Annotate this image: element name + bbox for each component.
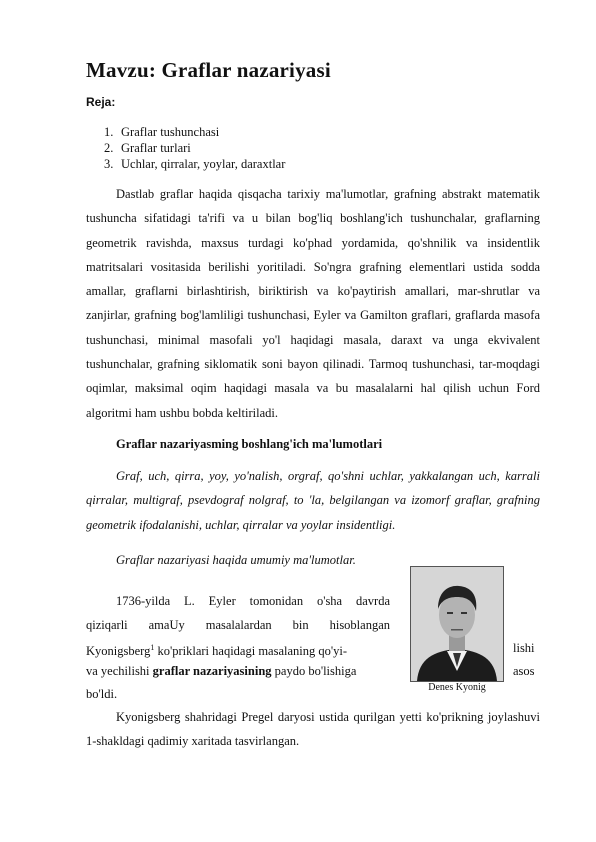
- portrait-photo: [410, 566, 504, 682]
- history-line-end: lishi: [513, 641, 535, 655]
- section-heading: Graflar nazariyasming boshlang'ich ma'lumotlari: [116, 437, 383, 451]
- history-text: Kyonigsberg: [86, 644, 151, 659]
- plan-item: [104, 140, 285, 156]
- history-line-end: asos: [513, 664, 535, 678]
- plan-item-text: Graflar tushunchasi: [121, 125, 220, 139]
- footnote-marker: 1: [150, 643, 155, 652]
- closing-paragraph: Kyonigsberg shahridagi Pregel daryosi ustida qurilgan yetti ko'prikning joylashuvi 1-shakldagi qadimiy xaritada tasvirlangan.: [86, 710, 540, 749]
- page-title: Mavzu: Graflar nazariyasi: [86, 58, 331, 82]
- plan-item-number: 2.: [104, 141, 114, 155]
- plan-item-text: Graflar turlari: [121, 141, 191, 155]
- keywords-paragraph: Graf, uch, qirra, yoy, yo'nalish, orgraf, qo'shni uchlar, yakkalangan uch, karrali qirralar, multigraf, psevdograf nolgraf, to 'la, belgilangan va izomorf graflar, grafning geometrik ifodalanishi, uchlar, qirralar va yoylar insidentligi.: [86, 469, 540, 532]
- plan-item-text: Uchlar, qirralar, yoylar, daraxtlar: [121, 157, 286, 171]
- photo-caption: Denes Kyonig: [428, 682, 486, 693]
- history-text: ko'priklari haqidagi masalaning qo'yi-: [154, 644, 348, 659]
- plan-item-number: 3.: [104, 157, 114, 171]
- history-line: bo'ldi.: [86, 687, 118, 701]
- plan-list: [104, 124, 285, 172]
- intro-paragraph: Dastlab graflar haqida qisqacha tarixiy ma'lumotlar, grafning abstrakt matematik tushuncha sifatidagi ta'rifi va u bilan bog'liq boshlang'ich tushunchalar, graflarning geometrik ravishda, maxsus turdagi ko'phad yordamida, qo'shnilik va insidentlik matritsalari vositasida berilishi yoritiladi. So'ngra grafning elementlari ustida sodda amallar, graflarni birlashtirish, biriktirish va ko'paytirish amallari, mar-shrutlar va zanjirlar, grafning bog'lamliligi tushunchasi, Eyler va Gamilton graflari, graflarda masofa tushunchasi, minimal masofali yo'l haqidagi masala, daraxt va unga ekvivalent tushunchalar, grafning siklomatik soni bayon qilinadi. Tarmoq tushunchasi, tar-moqdagi oqimlar, maksimal oqim haqidagi masala va bu masalalarni hal qilish uchun Ford algoritmi ham ushbu bobda keltiriladi.: [86, 187, 540, 420]
- plan-item-number: 1.: [104, 125, 114, 139]
- portrait-illustration: [411, 567, 503, 681]
- history-line: 1736-yilda L. Eyler tomonidan o'sha davrda: [116, 594, 390, 608]
- plan-item: [104, 124, 285, 140]
- history-line: qiziqarli amaUy masalalardan bin hisoblangan: [86, 618, 390, 632]
- history-line: [86, 640, 347, 659]
- subheading: Graflar nazariyasi haqida umumiy ma'lumotlar.: [116, 553, 356, 567]
- plan-item: [104, 156, 285, 172]
- history-line: [86, 663, 356, 679]
- plan-label: Reja:: [86, 95, 116, 109]
- history-text: va yechilishi: [86, 664, 153, 678]
- history-text: paydo bo'lishiga: [271, 664, 357, 678]
- history-bold-term: graflar nazariyasining: [152, 664, 272, 678]
